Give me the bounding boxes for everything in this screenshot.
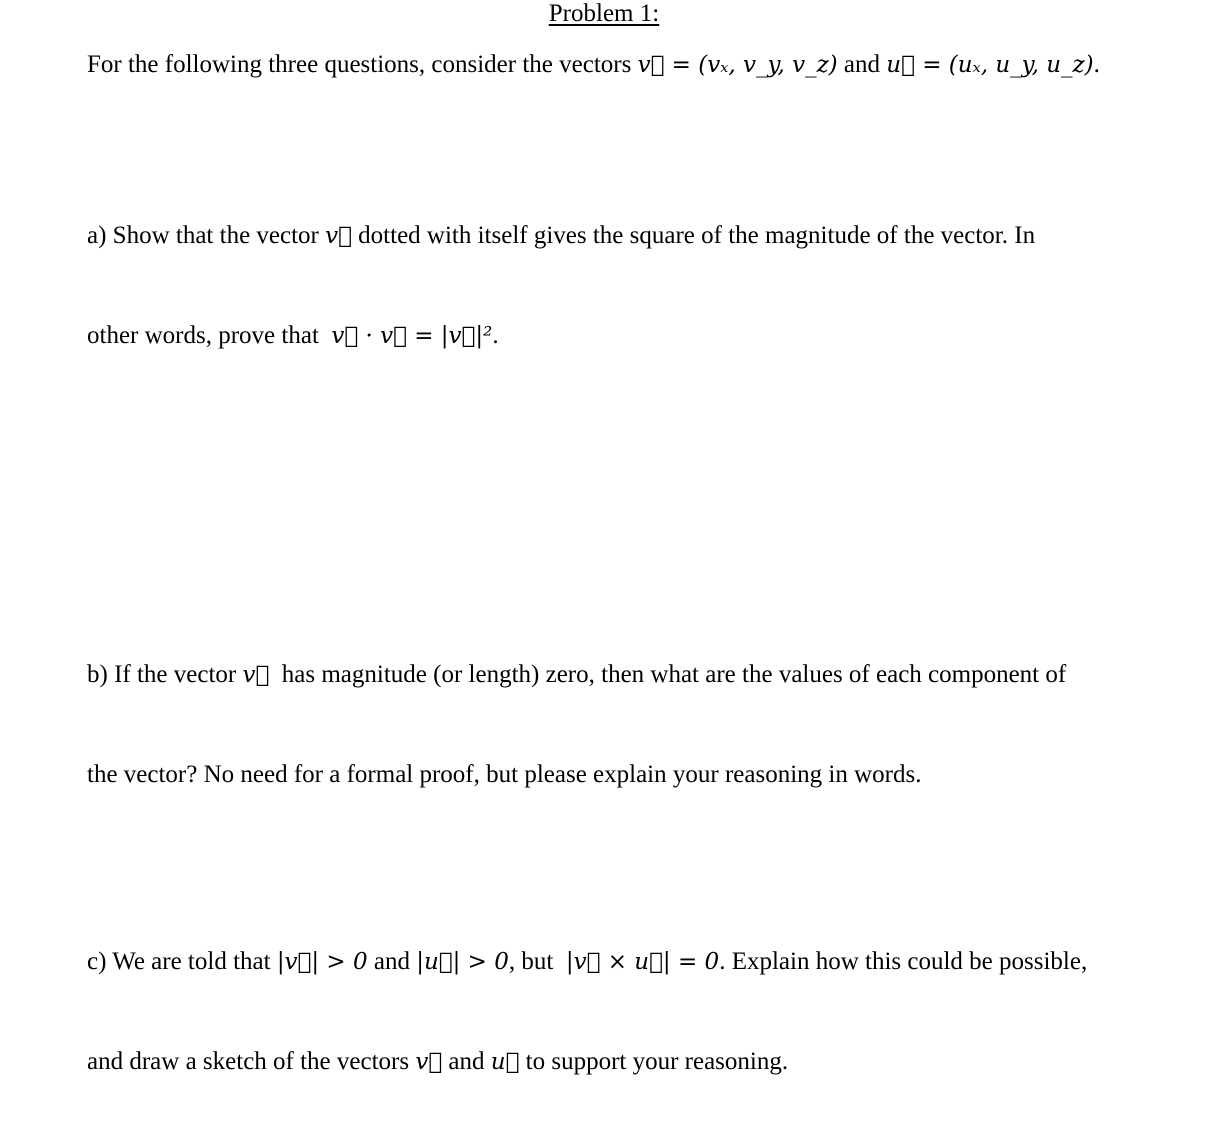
vector-v-symbol: v⃗ bbox=[242, 662, 270, 688]
part-a-text: . bbox=[492, 322, 499, 349]
part-c-line-1 bbox=[87, 945, 1147, 979]
dot-product-equation: v⃗ · v⃗ = |v⃗|² bbox=[331, 323, 493, 349]
part-c-text: and bbox=[367, 948, 417, 975]
part-b-text: b) If the vector bbox=[87, 661, 243, 688]
intro-and: and bbox=[837, 51, 887, 78]
part-b-text: has magnitude (or length) zero, then what are the values of each component of bbox=[269, 661, 1067, 688]
vector-v-definition: v⃗ = (vₓ, v_y, v_z) bbox=[637, 52, 838, 78]
vector-v-symbol: v⃗ bbox=[415, 1049, 443, 1075]
part-b-question bbox=[87, 592, 1147, 857]
part-a-text: other words, prove that bbox=[87, 322, 332, 349]
part-a-question bbox=[87, 153, 1147, 419]
vector-v-symbol: v⃗ bbox=[325, 223, 352, 249]
part-c-text: , but bbox=[508, 948, 566, 975]
part-c-line-2 bbox=[87, 1045, 1147, 1079]
part-a-line-2 bbox=[87, 319, 1147, 353]
intro-paragraph bbox=[87, 48, 1147, 82]
part-c-text: . Explain how this could be possible, bbox=[719, 948, 1088, 975]
part-a-line-1 bbox=[87, 219, 1147, 253]
problem-title: Problem 1: bbox=[548, 0, 660, 27]
intro-text: For the following three questions, consider the vectors bbox=[87, 51, 638, 78]
part-c-text: c) We are told that bbox=[87, 948, 277, 975]
part-c-text: and bbox=[442, 1048, 491, 1075]
part-a-text: a) Show that the vector bbox=[87, 222, 326, 249]
magnitude-v-inequality: |v⃗| > 0 bbox=[276, 949, 368, 975]
vector-u-symbol: u⃗ bbox=[490, 1049, 520, 1075]
part-c-question bbox=[87, 879, 1147, 1145]
part-c-text: and draw a sketch of the vectors bbox=[87, 1048, 416, 1075]
part-b-line-1 bbox=[87, 658, 1147, 692]
magnitude-u-inequality: |u⃗| > 0 bbox=[416, 949, 509, 975]
part-b-line-2: the vector? No need for a formal proof, but please explain your reasoning in words. bbox=[87, 761, 922, 788]
part-a-text: dotted with itself gives the square of the magnitude of the vector. In bbox=[351, 222, 1036, 249]
vector-u-definition: u⃗ = (uₓ, u_y, u_z) bbox=[886, 52, 1094, 78]
part-c-text: to support your reasoning. bbox=[519, 1048, 789, 1075]
intro-end: . bbox=[1093, 51, 1100, 78]
cross-product-equation: |v⃗ × u⃗| = 0 bbox=[565, 949, 720, 975]
